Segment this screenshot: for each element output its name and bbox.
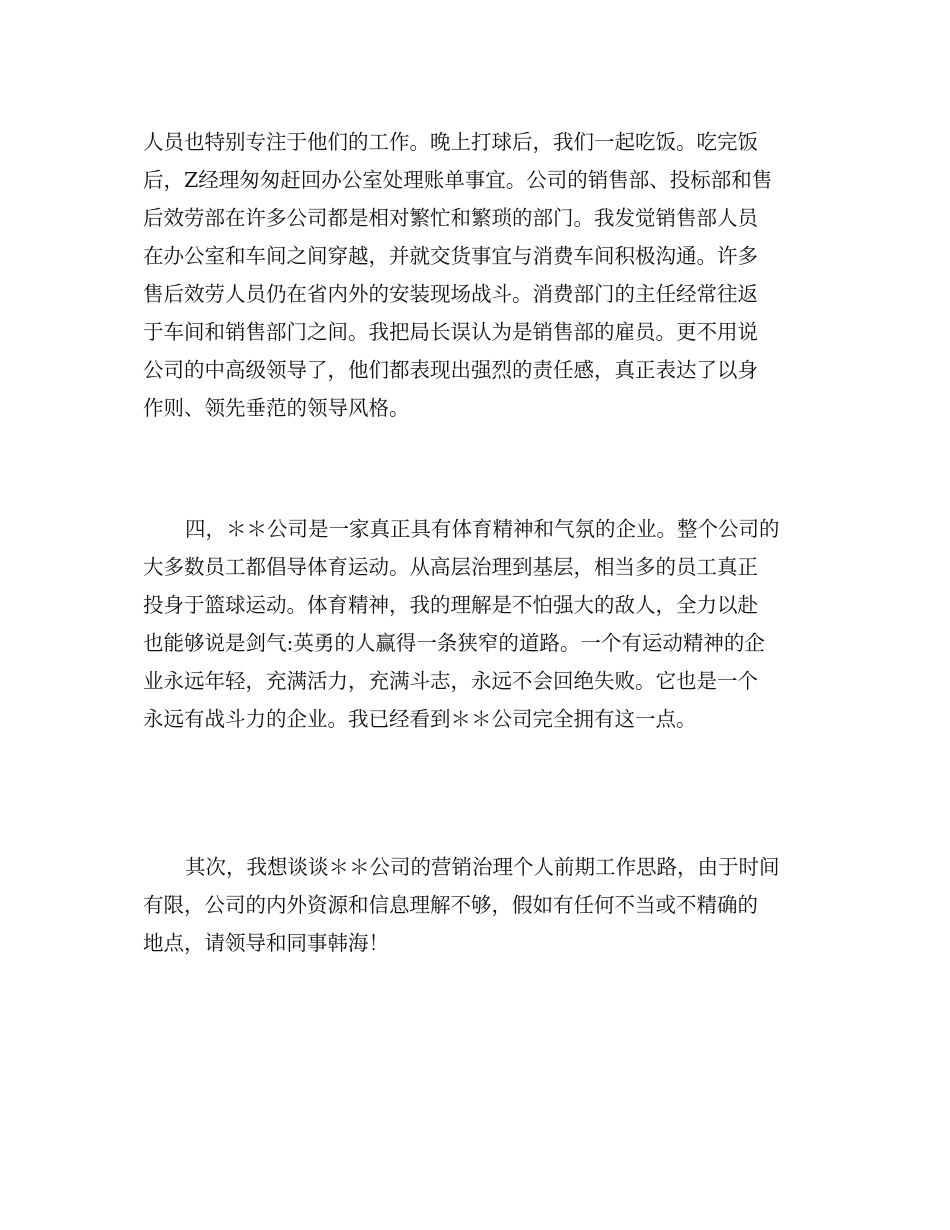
paragraph-line: 售后效劳人员仍在省内外的安装现场战斗。消费部门的主任经常往返 — [143, 282, 758, 306]
paragraph-line: 大多数员工都倡导体育运动。从高层治理到基层，相当多的员工真正 — [143, 555, 758, 579]
paragraph-line: 业永远年轻，充满活力，充满斗志，永远不会回绝失败。它也是一个 — [143, 669, 758, 693]
paragraph-line: 有限，公司的内外资源和信息理解不够，假如有任何不当或不精确的 — [143, 893, 758, 917]
paragraph-marketing-ideas — [143, 848, 813, 962]
paragraph-line: 作则、领先垂范的领导风格。 — [143, 396, 410, 420]
paragraph-line: 后效劳部在许多公司都是相对繁忙和繁琐的部门。我发觉销售部人员 — [143, 206, 758, 230]
paragraph-line: 投身于篮球运动。体育精神，我的理解是不怕强大的敌人，全力以赴 — [143, 593, 758, 617]
paragraph-first-line: 四，＊＊公司是一家真正具有体育精神和气氛的企业。整个公司的 — [185, 517, 780, 541]
paragraph-work-attitude — [143, 123, 813, 427]
paragraph-sports-spirit — [143, 510, 813, 738]
paragraph-line: 后，Z经理匆匆赶回办公室处理账单事宜。公司的销售部、投标部和售 — [143, 168, 773, 192]
paragraph-first-line: 其次，我想谈谈＊＊公司的营销治理个人前期工作思路，由于时间 — [185, 855, 780, 879]
paragraph-line: 地点，请领导和同事韩海！ — [143, 931, 389, 955]
paragraph-line: 于车间和销售部门之间。我把局长误认为是销售部的雇员。更不用说 — [143, 320, 758, 344]
paragraph-line: 在办公室和车间之间穿越，并就交货事宜与消费车间积极沟通。许多 — [143, 244, 758, 268]
paragraph-line: 也能够说是剑气:英勇的人赢得一条狭窄的道路。一个有运动精神的企 — [143, 631, 765, 655]
paragraph-line: 人员也特别专注于他们的工作。晚上打球后，我们一起吃饭。吃完饭 — [143, 130, 758, 154]
paragraph-line: 公司的中高级领导了，他们都表现出强烈的责任感，真正表达了以身 — [143, 358, 758, 382]
paragraph-line: 永远有战斗力的企业。我已经看到＊＊公司完全拥有这一点。 — [143, 707, 697, 731]
